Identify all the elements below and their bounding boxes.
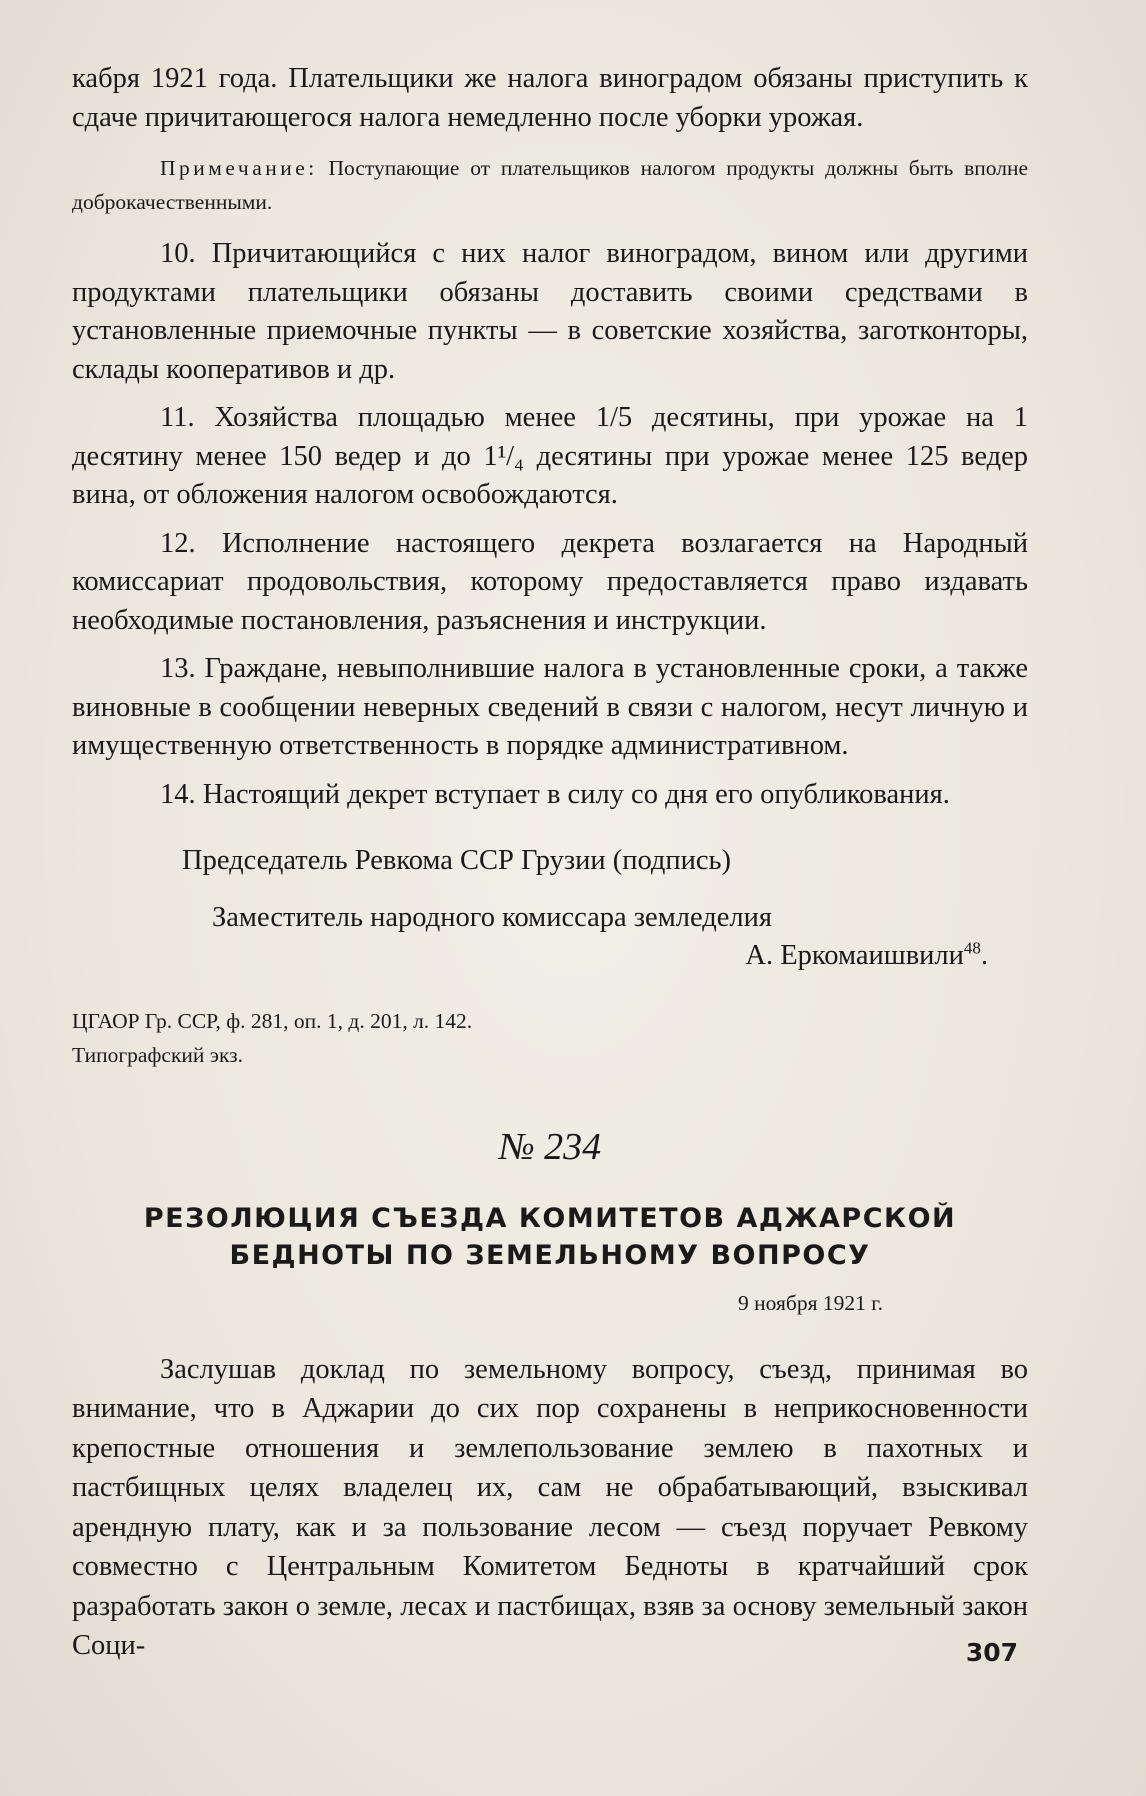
note-text: Поступающие от плательщиков налогом продукты должны быть вполне доброкачественными. [72,156,1028,214]
title-line-2: БЕДНОТЫ ПО ЗЕМЕЛЬНОМУ ВОПРОСУ [229,1239,871,1271]
document-title [72,1200,1028,1274]
note-label: Примечание: [160,156,318,180]
archive-reference: ЦГАОР Гр. ССР, ф. 281, оп. 1, д. 201, л. 142. [72,1008,473,1033]
document-number: № 234 [498,1125,602,1168]
note [72,151,1028,219]
footnote-ref: 48 [963,938,981,958]
resolution-body: Заслушав доклад по земельному вопросу, съезд, принимая во внимание, что в Аджарии до сих пор сохранены в неприкосновенности крепостные отношения и землепользование землею в пахотных и пастбищных целях владелец их, сам не обрабатывающий, взыскивал арендную плату, как и за пользование лесом — съезд поручает Ревкому совместно с Центральным Комитетом Бедноты в кратчайший срок разработать закон о земле, лесах и пастбищах, взяв за основу земельный закон Соци- [72,1353,1028,1661]
article-11: 11. Хозяйства площадью менее 1/5 десятины, при урожае на 1 десятину менее 150 ведер и до 1¹/₄ десятины при урожае менее 125 ведер вина, от обложения налогом освобождаются. [72,402,1028,510]
deputy-title: Заместитель народного комиссара земледелия [212,901,772,933]
title-line-1: РЕЗОЛЮЦИЯ СЪЕЗДА КОМИТЕТОВ АДЖАРСКОЙ [143,1202,957,1234]
page-number: 307 [965,1638,1018,1667]
article-10: 10. Причитающийся с них налог виноградом, вином или другими продуктами плательщики обязаны доставить своими средствами в установленные приемочные пункты — в советские хозяйства, заготконторы, склады кооперативов и др. [72,238,1028,385]
article-12: 12. Исполнение настоящего декрета возлагается на Народный комиссариат продовольствия, которому предоставляется право издавать необходимые постановления, разъяснения и инструкции. [72,527,1028,636]
deputy-signature: А. Еркомаишвили$^{48}$. [745,938,988,971]
copy-type: Типографский экз. [72,1042,244,1067]
deputy-name: А. Еркомаишвили [745,940,964,971]
article-13: 13. Граждане, невыполнившие налога в установленные сроки, а также виновные в сообщении неверных сведений в связи с налогом, несут личную и имущественную ответственность в порядке административном. [72,653,1028,761]
continuation-paragraph: кабря 1921 года. Плательщики же налога виноградом обязаны приступить к сдаче причитающегося налога немедленно после уборки урожая. [72,63,1028,133]
archive-reference-block [72,1004,1028,1072]
article-14: 14. Настоящий декрет вступает в силу со дня его опубликования. [160,778,950,810]
chairman-signature: Председатель Ревкома ССР Грузии (подпись) [182,845,732,876]
document-date: 9 ноября 1921 г. [738,1290,883,1315]
